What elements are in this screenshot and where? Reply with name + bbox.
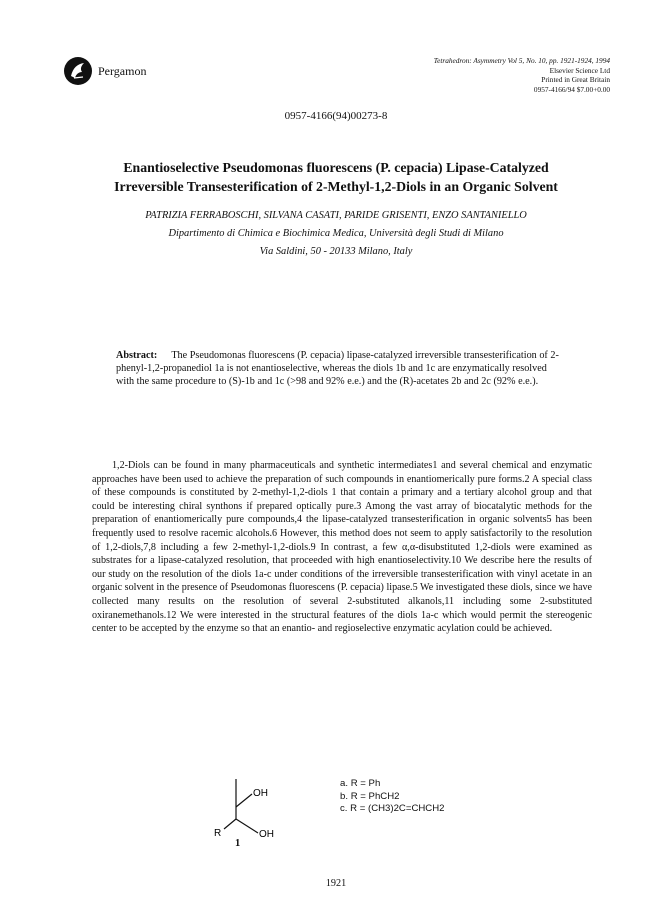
page-number: 1921 [325, 878, 347, 889]
affiliation-address: Via Saldini, 50 - 20133 Milano, Italy [259, 246, 413, 257]
body-paragraph: 1,2-Diols can be found in many pharmaceuticals and synthetic intermediates1 and several chemical and enzymatic approaches have been used to achieve the preparation of such compounds in enantiomerically pure forms.2 A special class of these compounds is constituted by 2-methyl-1,2-diols 1 that contain a primary and a tertiary alcohol group and that could be interesting chiral synthons if prepared optically pure.3 Among the vast array of biocatalytic methods for the preparation of enantiomerically pure compounds,4 the lipase-catalyzed transesterification in organic solvents5 has been frequently used to resolve racemic alcohols.6 However, this method does not seem to apply satisfactorily to the resolution of 1,2-diols,7,8 including a few 2-methyl-1,2-diols.9 In contrast, a few α,α-disubstituted 1,2-diols were examined as substrates for a lipase-catalyzed resolution, that proceeded with high enantioselectivity.10 We describe here the results of our study on the resolution of the diols 1a-c under conditions of the irreversible transesterification with vinyl acetate in an organic solvent in the presence of Pseudomonas fluorescens (P. cepacia) lipase.5 We investigated these diols, since we have collected many results on the resolution of several 2-substituted alkanols,11 including some 2-substituted oxiranemethanols.12 We were interested in the structural features of the diols 1a-c which would permit the stereogenic center to be accepted by the enzyme so that an enantio- and regioselective enzymatic acylation could be achieved. [92, 460, 592, 635]
journal-publisher: Elsevier Science Ltd [549, 65, 610, 75]
author-list: PATRIZIA FERRABOSCHI, SILVANA CASATI, PARIDE GRISENTI, ENZO SANTANIELLO [145, 210, 527, 221]
abstract-text: The Pseudomonas fluorescens (P. cepacia) lipase-catalyzed irreversible transesterification of 2-phenyl-1,2-propanediol 1a is not enantioselective, whereas the diols 1b and 1c are enzymatically resolved with the same procedure to (S)-1b and 1c (>98 and 92% e.e.) and the (R)-acetates 2b and 2c (92% e.e.). [116, 350, 559, 387]
legend-item-b: b. R = PhCH2 [340, 790, 400, 802]
journal-issn-price: 0957-4166/94 $7.00+0.00 [533, 84, 610, 94]
legend-item-a: a. R = Ph [340, 778, 381, 789]
pergamon-logo-icon [63, 56, 93, 86]
publisher-name: Pergamon [98, 64, 147, 78]
journal-citation: Tetrahedron: Asymmetry Vol 5, No. 10, pp. 1921-1924, 1994 [433, 56, 610, 65]
diol-structure-diagram [212, 777, 312, 837]
oh-top-label: OH [253, 788, 268, 799]
doi-line: 0957-4166(94)00273-8 [284, 110, 388, 122]
journal-printed: Printed in Great Britain [541, 75, 610, 85]
oh-bottom-label: OH [259, 829, 274, 837]
compound-number: 1 [235, 838, 241, 849]
title-line-1: Enantioselective Pseudomonas fluorescens (P. cepacia) Lipase-Catalyzed [123, 160, 549, 175]
abstract [116, 350, 560, 388]
paper-title [50, 158, 622, 196]
substituent-legend [340, 778, 445, 816]
abstract-heading: Abstract: [116, 350, 158, 361]
journal-info [434, 56, 610, 94]
affiliation-department: Dipartimento di Chimica e Biochimica Medica, Università degli Studi di Milano [168, 228, 504, 239]
r-group-label: R [214, 828, 222, 837]
title-line-2: Irreversible Transesterification of 2-Methyl-1,2-Diols in an Organic Solvent [114, 179, 558, 194]
legend-item-c: c. R = (CH3)2C=CHCH2 [340, 803, 445, 815]
